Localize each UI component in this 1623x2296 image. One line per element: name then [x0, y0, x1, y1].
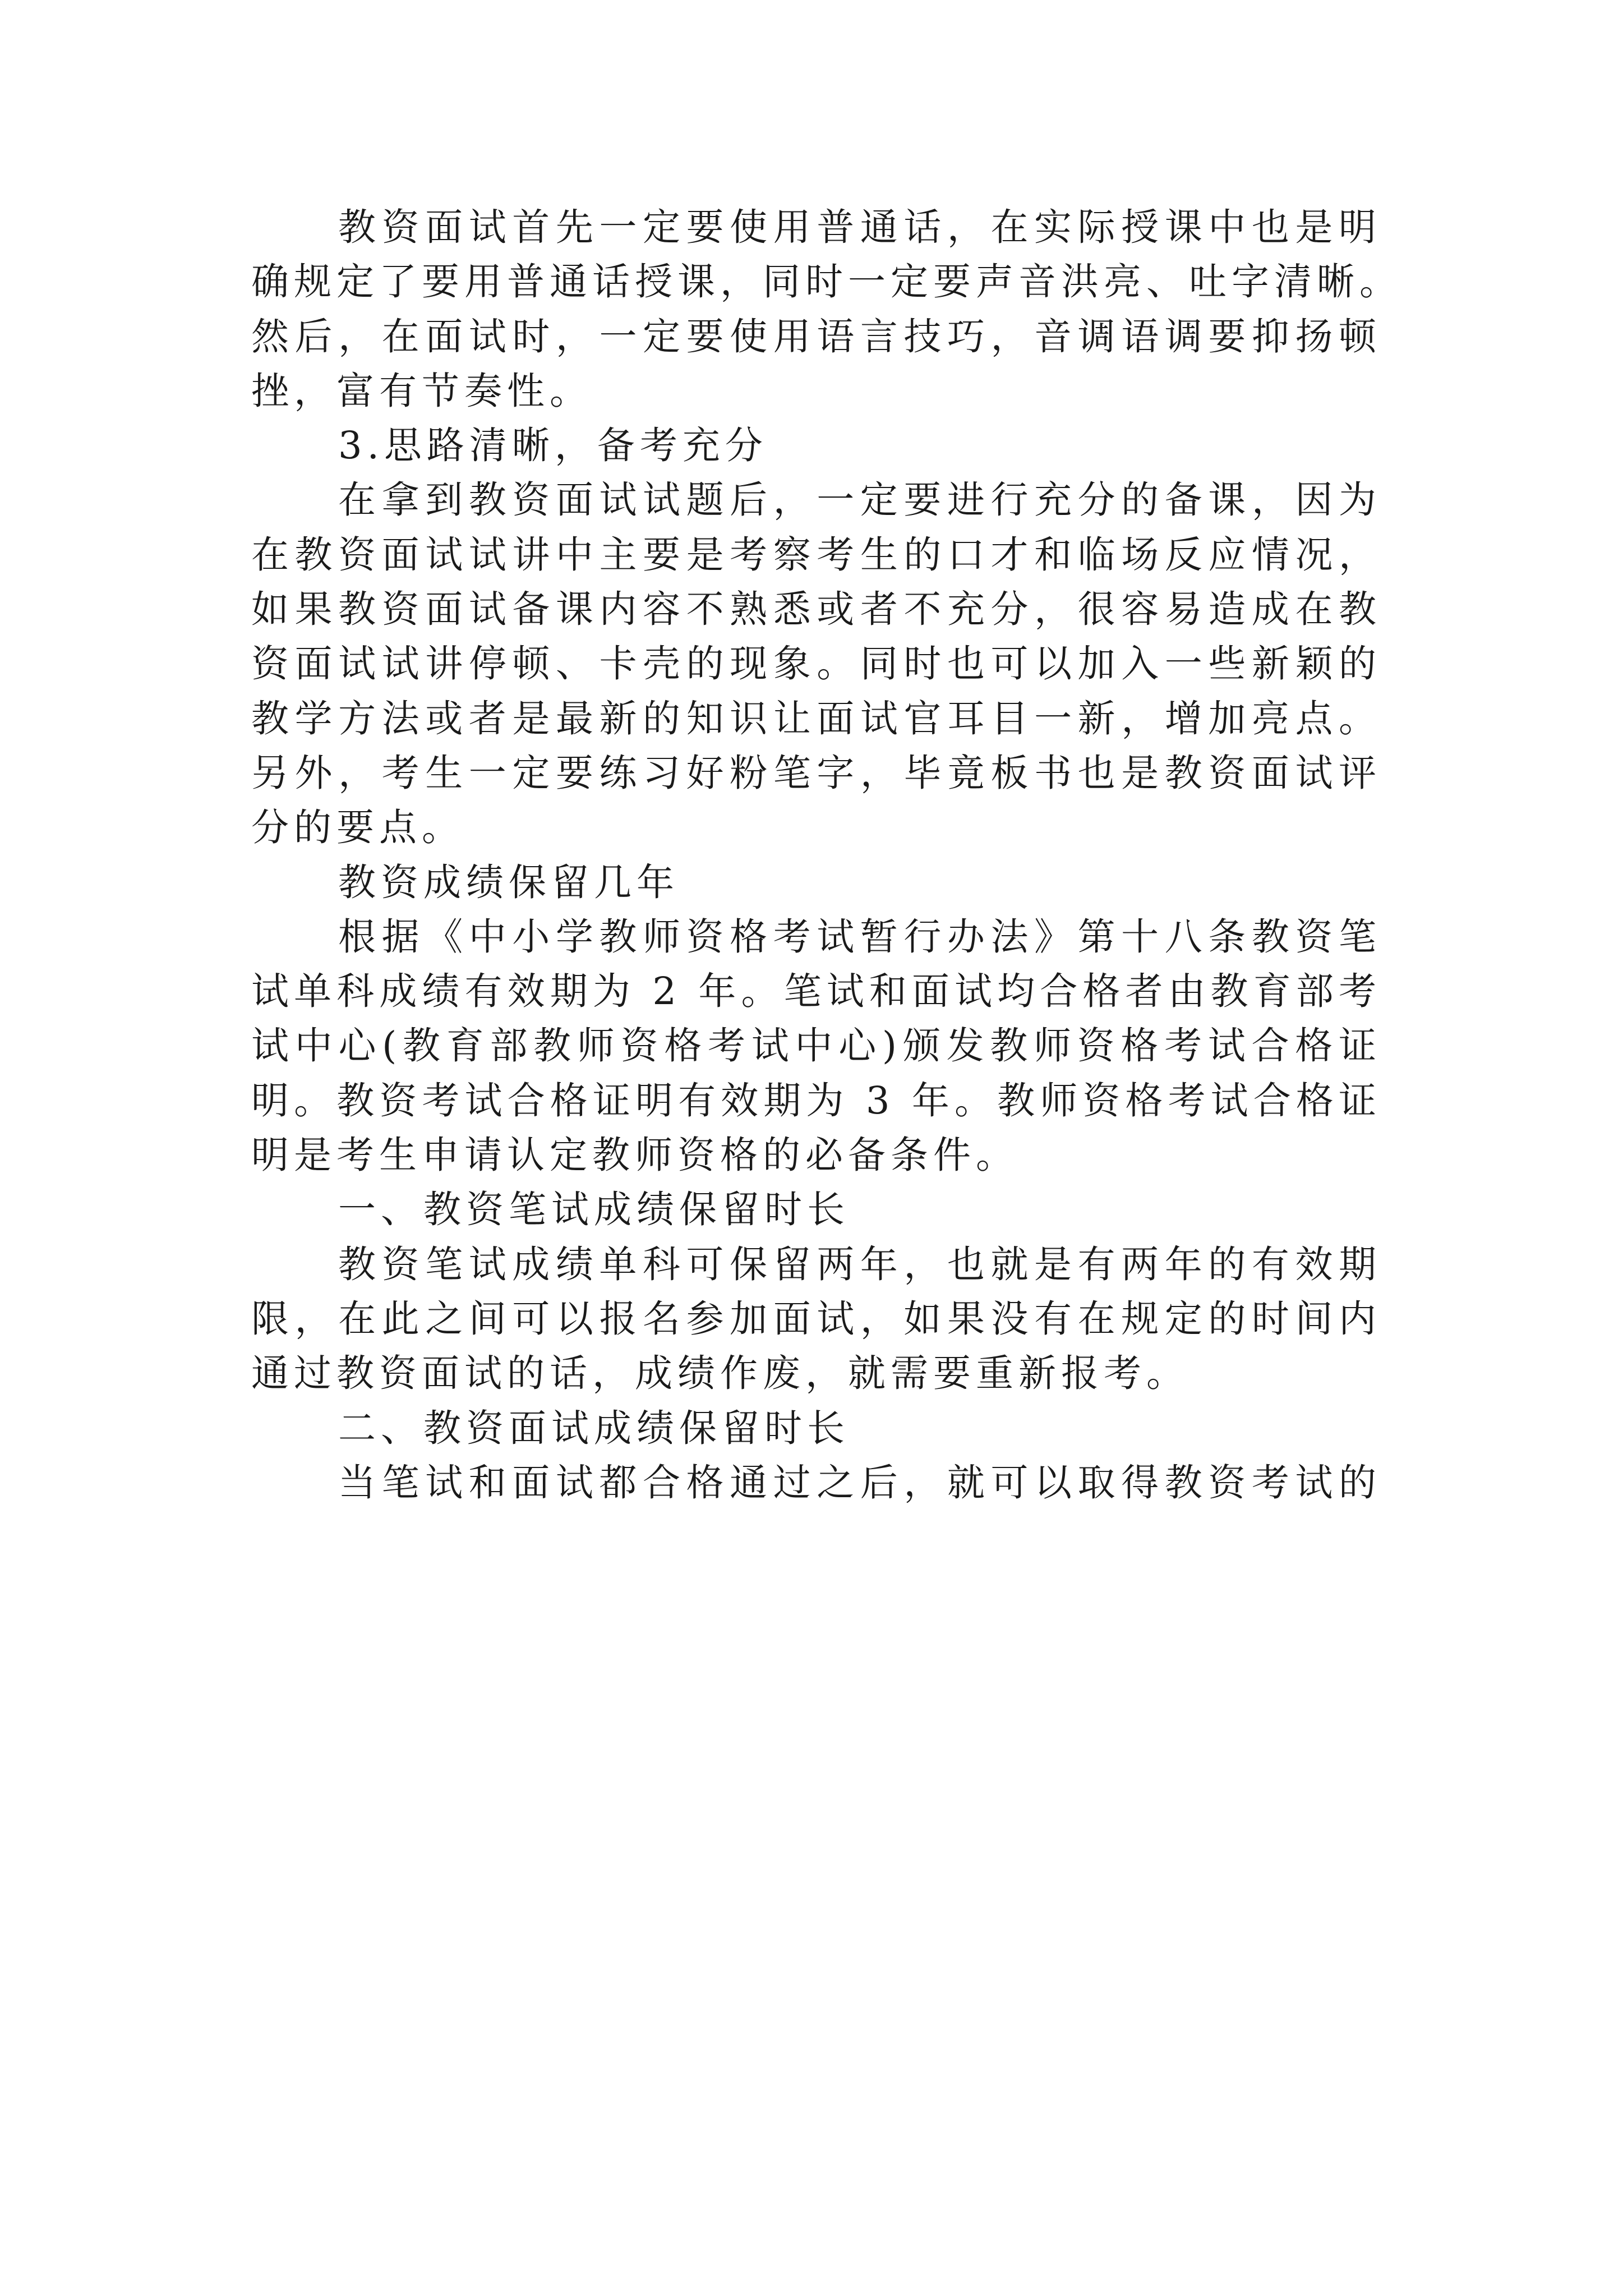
section-heading: 教资成绩保留几年	[338, 860, 679, 904]
text-line: 在教资面试试讲中主要是考察考生的口才和临场反应情况，	[251, 532, 1381, 577]
section-heading: 一、教资笔试成绩保留时长	[338, 1188, 850, 1232]
section-heading: 3.思路清晰，备考充分	[338, 424, 768, 468]
text-line: 另外，考生一定要练习好粉笔字，毕竟板书也是教资面试评	[251, 751, 1381, 795]
text-line: 教资笔试成绩单科可保留两年，也就是有两年的有效期	[338, 1242, 1381, 1286]
text-line: 在拿到教资面试试题后，一定要进行充分的备课，因为	[338, 478, 1381, 522]
text-line: 资面试试讲停顿、卡壳的现象。同时也可以加入一些新颖的	[251, 642, 1381, 686]
text-line: 教资面试首先一定要使用普通话，在实际授课中也是明	[338, 205, 1381, 249]
text-line: 明。教资考试合格证明有效期为 3 年。教师资格考试合格证	[251, 1078, 1381, 1122]
text-line: 教学方法或者是最新的知识让面试官耳目一新，增加亮点。	[251, 696, 1381, 740]
text-line: 试中心(教育部教师资格考试中心)颁发教师资格考试合格证	[251, 1024, 1381, 1068]
text-line: 确规定了要用普通话授课，同时一定要声音洪亮、吐字清晰。	[251, 260, 1402, 304]
text-line: 然后，在面试时，一定要使用语言技巧，音调语调要抑扬顿	[251, 314, 1381, 358]
text-line: 挫，富有节奏性。	[251, 369, 592, 413]
text-line: 试单科成绩有效期为 2 年。笔试和面试均合格者由教育部考	[251, 969, 1381, 1014]
text-line: 限，在此之间可以报名参加面试，如果没有在规定的时间内	[251, 1296, 1381, 1341]
section-heading: 二、教资面试成绩保留时长	[338, 1406, 850, 1450]
text-line: 通过教资面试的话，成绩作废，就需要重新报考。	[251, 1351, 1189, 1396]
text-line: 明是考生申请认定教师资格的必备条件。	[251, 1133, 1018, 1177]
text-line: 分的要点。	[251, 806, 464, 850]
text-line: 如果教资面试备课内容不熟悉或者不充分，很容易造成在教	[251, 587, 1381, 632]
text-line: 当笔试和面试都合格通过之后，就可以取得教资考试的	[338, 1460, 1381, 1504]
document-body	[251, 200, 1402, 1510]
text-line: 根据《中小学教师资格考试暂行办法》第十八条教资笔	[338, 914, 1381, 959]
